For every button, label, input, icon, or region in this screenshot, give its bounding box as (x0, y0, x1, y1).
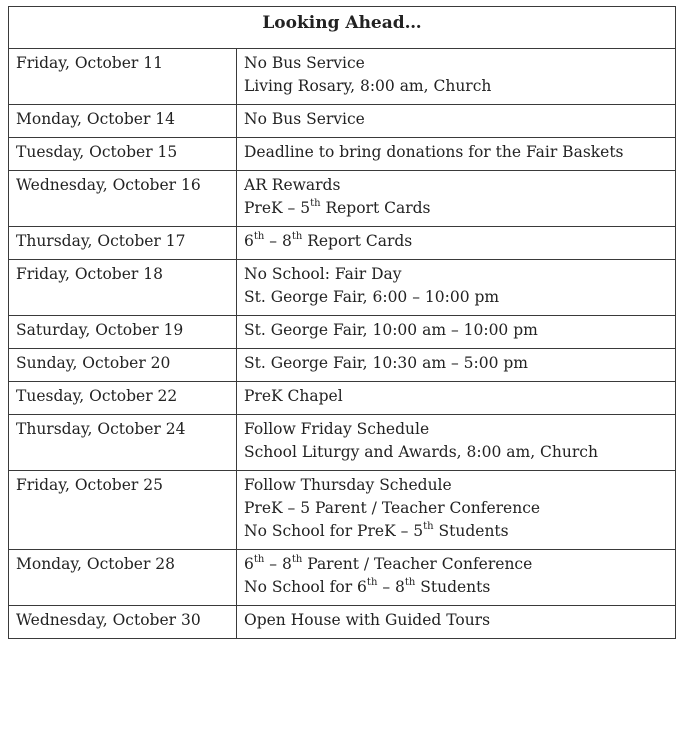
event-line (244, 497, 668, 520)
event-text: Living Rosary, 8:00 am, Church (244, 77, 492, 95)
event-text: No School for 6 (244, 578, 367, 596)
event-text: 6 (244, 555, 254, 573)
date-cell: Wednesday, October 30 (9, 606, 237, 639)
schedule-table (8, 6, 676, 639)
table-title: Looking Ahead… (9, 7, 676, 49)
event-line (244, 52, 668, 75)
date-cell: Thursday, October 24 (9, 415, 237, 471)
table-row (9, 316, 676, 349)
event-text: Students (433, 522, 509, 540)
event-text: – 8 (377, 578, 405, 596)
event-cell (237, 415, 676, 471)
date-cell: Friday, October 18 (9, 260, 237, 316)
event-line (244, 576, 668, 599)
table-row (9, 138, 676, 171)
event-line (244, 352, 668, 375)
schedule-document (8, 6, 676, 639)
table-row (9, 260, 676, 316)
ordinal-suffix: th (253, 230, 265, 242)
date-cell: Monday, October 14 (9, 105, 237, 138)
table-row (9, 105, 676, 138)
event-text: Students (415, 578, 491, 596)
event-cell (237, 550, 676, 606)
table-row (9, 415, 676, 471)
table-row (9, 49, 676, 105)
table-row (9, 471, 676, 550)
event-cell (237, 349, 676, 382)
event-text: St. George Fair, 6:00 – 10:00 pm (244, 288, 500, 306)
event-text: St. George Fair, 10:00 am – 10:00 pm (244, 321, 538, 339)
event-text: Follow Thursday Schedule (244, 476, 452, 494)
event-text: – 8 (264, 232, 292, 250)
event-text: Open House with Guided Tours (244, 611, 491, 629)
date-cell: Friday, October 11 (9, 49, 237, 105)
event-text: Report Cards (302, 232, 413, 250)
event-text: Deadline to bring donations for the Fair Baskets (244, 143, 624, 161)
event-line (244, 474, 668, 497)
event-text: No School: Fair Day (244, 265, 402, 283)
ordinal-suffix: th (253, 553, 265, 565)
event-text: St. George Fair, 10:30 am – 5:00 pm (244, 354, 528, 372)
event-line (244, 319, 668, 342)
event-text: School Liturgy and Awards, 8:00 am, Church (244, 443, 598, 461)
event-line (244, 263, 668, 286)
event-line (244, 75, 668, 98)
date-cell: Tuesday, October 15 (9, 138, 237, 171)
event-text: Parent / Teacher Conference (302, 555, 533, 573)
table-row (9, 171, 676, 227)
schedule-body (9, 49, 676, 639)
event-cell (237, 227, 676, 260)
event-line (244, 141, 668, 164)
event-line (244, 520, 668, 543)
table-row (9, 606, 676, 639)
date-cell: Monday, October 28 (9, 550, 237, 606)
event-line (244, 286, 668, 309)
event-text: No Bus Service (244, 54, 365, 72)
event-line (244, 418, 668, 441)
event-cell (237, 260, 676, 316)
date-cell: Sunday, October 20 (9, 349, 237, 382)
event-cell (237, 382, 676, 415)
table-row (9, 227, 676, 260)
ordinal-suffix: th (404, 576, 416, 588)
ordinal-suffix: th (291, 553, 303, 565)
ordinal-suffix: th (423, 520, 434, 532)
event-cell (237, 471, 676, 550)
event-text: Report Cards (320, 199, 431, 217)
event-text: PreK – 5 (244, 199, 311, 217)
event-text: No School for PreK – 5 (244, 522, 424, 540)
ordinal-suffix: th (310, 197, 321, 209)
event-line (244, 197, 668, 220)
date-cell: Thursday, October 17 (9, 227, 237, 260)
event-line (244, 553, 668, 576)
ordinal-suffix: th (291, 230, 303, 242)
event-line (244, 230, 668, 253)
event-text: 6 (244, 232, 254, 250)
event-cell (237, 105, 676, 138)
table-header-row (9, 7, 676, 49)
date-cell: Wednesday, October 16 (9, 171, 237, 227)
event-text: – 8 (264, 555, 292, 573)
event-text: Follow Friday Schedule (244, 420, 430, 438)
date-cell: Saturday, October 19 (9, 316, 237, 349)
table-row (9, 349, 676, 382)
table-row (9, 382, 676, 415)
event-cell (237, 316, 676, 349)
event-line (244, 609, 668, 632)
date-cell: Tuesday, October 22 (9, 382, 237, 415)
event-cell (237, 171, 676, 227)
event-cell (237, 138, 676, 171)
event-cell (237, 49, 676, 105)
event-line (244, 441, 668, 464)
event-text: PreK – 5 Parent / Teacher Conference (244, 499, 541, 517)
event-text: No Bus Service (244, 110, 365, 128)
event-line (244, 385, 668, 408)
event-text: AR Rewards (244, 176, 341, 194)
event-line (244, 174, 668, 197)
event-line (244, 108, 668, 131)
event-cell (237, 606, 676, 639)
event-text: PreK Chapel (244, 387, 343, 405)
date-cell: Friday, October 25 (9, 471, 237, 550)
table-row (9, 550, 676, 606)
ordinal-suffix: th (366, 576, 378, 588)
